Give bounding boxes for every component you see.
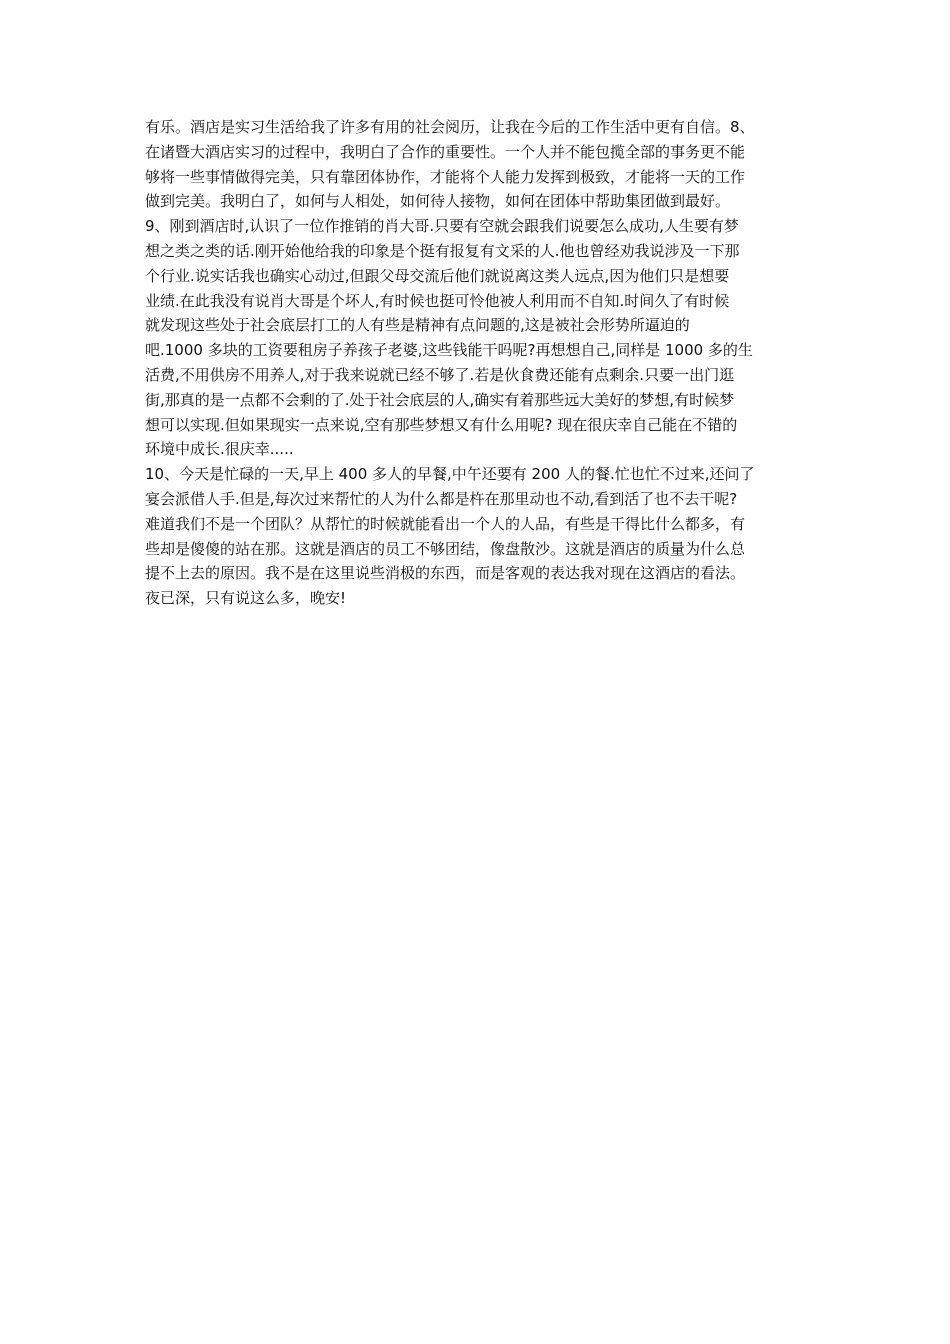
- text-line-9: 就发现这些处于社会底层打工的人有些是精神有点问题的,这是被社会形势所逼迫的: [145, 316, 690, 335]
- text-line-20: 夜已深，只有说这么多，晚安!: [145, 589, 347, 608]
- body-text: [145, 115, 810, 611]
- text-line-15: 10、今天是忙碌的一天,早上 400 多人的早餐,中午还要有 200 人的餐.忙也忙不过来,还问了: [145, 465, 755, 484]
- text-line-10: 吧.1000 多块的工资要租房子养孩子老婆,这些钱能干吗呢?再想想自己,同样是 1000 多的生: [145, 341, 753, 360]
- text-line-7: 个行业.说实话我也确实心动过,但跟父母交流后他们就说离这类人远点,因为他们只是想要: [145, 266, 730, 285]
- text-line-8: 业绩.在此我没有说肖大哥是个坏人,有时候也挺可怜他被人利用而不自知.时间久了有时候: [145, 291, 730, 310]
- text-line-2: 在诸暨大酒店实习的过程中，我明白了合作的重要性。一个人并不能包揽全部的事务更不能: [145, 142, 746, 161]
- text-line-4: 做到完美。我明白了，如何与人相处，如何待人接物，如何在团体中帮助集团做到最好。: [145, 192, 731, 211]
- text-line-19: 提不上去的原因。我不是在这里说些消极的东西，而是客观的表达我对现在这酒店的看法。: [145, 564, 746, 583]
- text-line-3: 够将一些事情做得完美，只有靠团体协作，才能将个人能力发挥到极致，才能将一天的工作: [145, 167, 746, 186]
- text-line-11: 活费,不用供房不用养人,对于我来说就已经不够了.若是伙食费还能有点剩余.只要一出门逛: [145, 365, 735, 384]
- text-line-1: 有乐。酒店是实习生活给我了许多有用的社会阅历，让我在今后的工作生活中更有自信。8、: [145, 118, 755, 136]
- text-line-14: 环境中成长.很庆幸.....: [145, 440, 294, 459]
- text-line-5: 9、刚到酒店时,认识了一位作推销的肖大哥.只要有空就会跟我们说要怎么成功,人生要有梦: [145, 217, 739, 236]
- text-line-18: 些却是傻傻的站在那。这就是酒店的员工不够团结，像盘散沙。这就是酒店的质量为什么总: [145, 539, 746, 558]
- text-line-13: 想可以实现.但如果现实一点来说,空有那些梦想又有什么用呢? 现在很庆幸自己能在不错的: [145, 415, 738, 434]
- text-line-17: 难道我们不是一个团队？从帮忙的时候就能看出一个人的人品，有些是干得比什么都多，有: [145, 514, 746, 533]
- text-line-16: 宴会派借人手.但是,每次过来帮忙的人为什么都是杵在那里动也不动,看到活了也不去干呢?: [145, 489, 738, 508]
- text-line-12: 街,那真的是一点都不会剩的了.处于社会底层的人,确实有着那些远大美好的梦想,有时候梦: [145, 390, 735, 409]
- text-line-6: 想之类之类的话.刚开始他给我的印象是个挺有报复有文采的人.他也曾经劝我说涉及一下那: [145, 241, 740, 260]
